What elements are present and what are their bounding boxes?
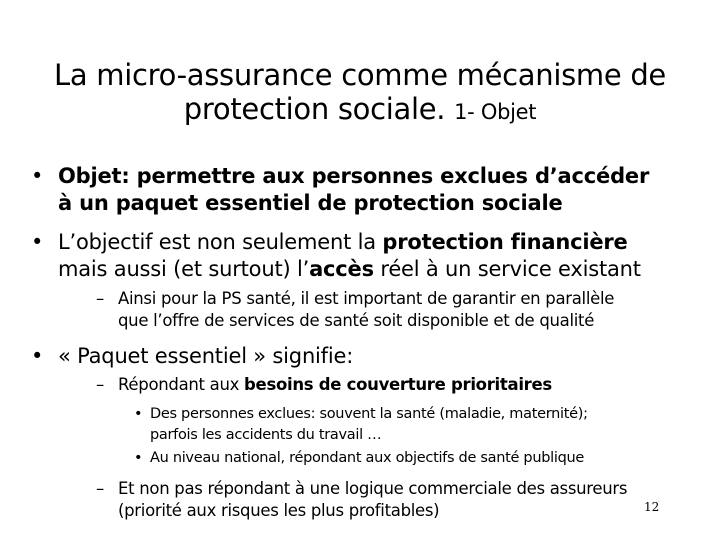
text-segment: réel à un service existant: [373, 257, 641, 281]
slide-title: [20, 58, 700, 129]
bullet-objectif-line-2: [58, 256, 698, 283]
sub-bullet-line-2: que l’offre de services de santé soit disponible et de qualité: [118, 311, 595, 330]
bullet-objet-line-2: à un paquet essentiel de protection sociale: [58, 191, 563, 215]
bullet-paquet-line: « Paquet essentiel » signifie:: [58, 344, 354, 368]
sub-sub-bullet-personnes-exclues: [134, 404, 700, 446]
text-segment: mais aussi (et surtout) l’: [58, 257, 310, 281]
dash-marker: –: [96, 289, 104, 308]
bullet-objectif: [31, 229, 698, 283]
text-segment: Répondant aux: [118, 375, 245, 394]
bullet-objet: [31, 163, 698, 217]
bullet-paquet-essentiel: [31, 343, 698, 370]
sub-sub-bullet-niveau-national: [134, 448, 700, 469]
title-line-2-text: protection sociale.: [183, 92, 446, 126]
sub-sub-line-1: Des personnes exclues: souvent la santé (maladie, maternité);: [150, 406, 588, 422]
title-line-1: La micro-assurance comme mécanisme de: [54, 58, 666, 92]
bullet-marker: •: [134, 450, 143, 466]
sub-sub-line-2: parfois les accidents du travail …: [150, 427, 382, 443]
bullet-marker: •: [134, 406, 143, 422]
sub-bullet-line-1: Et non pas répondant à une logique commerciale des assureurs: [118, 479, 628, 498]
sub-bullet-line-1: Ainsi pour la PS santé, il est important de garantir en parallèle: [118, 289, 615, 308]
sub-bullet-besoins: [96, 374, 698, 396]
bold-segment: protection financière: [382, 230, 628, 254]
bullet-objectif-line-1: [58, 229, 698, 256]
bullet-marker: •: [31, 344, 44, 368]
sub-bullet-logique-commerciale: [96, 478, 698, 522]
sub-bullet-line-2: (priorité aux risques les plus profitables): [118, 501, 440, 520]
sub-bullet-line: [118, 374, 698, 396]
title-subtitle: 1- Objet: [454, 100, 537, 124]
text-segment: L’objectif est non seulement la: [58, 230, 383, 254]
bullet-marker: •: [31, 164, 44, 188]
bold-segment: accès: [309, 257, 374, 281]
title-line-2: [20, 92, 700, 129]
bullet-marker: •: [31, 230, 44, 254]
bold-segment: besoins de couverture prioritaires: [244, 375, 552, 394]
dash-marker: –: [96, 375, 104, 394]
sub-sub-line-1: Au niveau national, répondant aux objectifs de santé publique: [150, 450, 585, 466]
bullet-objet-line-1: Objet: permettre aux personnes exclues d’accéder: [58, 164, 650, 188]
sub-bullet-ps-sante: [96, 288, 698, 332]
dash-marker: –: [96, 479, 104, 498]
page-number: 12: [644, 500, 660, 514]
